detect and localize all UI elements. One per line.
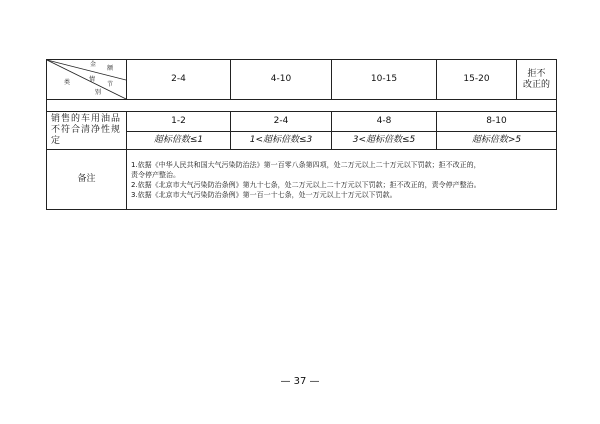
condition-cell: 1<超标倍数≤3 xyxy=(231,132,332,150)
note-line-3: 2.依据《北京市大气污染防治条例》第九十七条，处二万元以上二十万元以下罚款；拒不改正的，责令停产整治。 xyxy=(131,180,481,189)
violation-label-line-3: 定 xyxy=(51,136,62,146)
table-header-row xyxy=(47,60,557,100)
notes-content xyxy=(127,150,557,210)
condition-cell: 3<超标倍数≤5 xyxy=(332,132,437,150)
refuse-line-1: 拒不 xyxy=(527,68,546,79)
amount-cell: 2-4 xyxy=(231,112,332,132)
notes-row xyxy=(47,150,557,210)
amount-range-header: 4-10 xyxy=(231,60,332,100)
note-line-4: 3.依据《北京市大气污染防治条例》第一百一十七条，处一万元以上十万元以下罚款。 xyxy=(131,190,397,199)
diagonal-lines xyxy=(47,60,126,99)
note-line-1: 1.依据《中华人民共和国大气污染防治法》第一百零八条第四项，处二万元以上二十万元以下罚款；拒不改正的， xyxy=(131,160,481,169)
corner-top-char-2: 额 xyxy=(107,65,114,72)
corner-top-char-1: 金 xyxy=(90,61,97,68)
amount-cell: 4-8 xyxy=(332,112,437,132)
amount-range-header: 2-4 xyxy=(127,60,231,100)
diagonal-header-cell xyxy=(47,60,127,100)
penalty-table xyxy=(46,59,557,210)
amount-cell: 8-10 xyxy=(437,112,557,132)
note-line-2: 责令停产整治。 xyxy=(131,170,180,179)
corner-mid-char-2: 节 xyxy=(107,81,114,88)
amount-range-header: 15-20 xyxy=(437,60,517,100)
violation-amount-row xyxy=(47,112,557,132)
refuse-line-2: 改正的 xyxy=(522,79,550,90)
violation-label xyxy=(47,112,127,150)
page-number: — 37 — xyxy=(280,376,320,387)
refuse-correction-header xyxy=(517,60,557,100)
corner-bottom-char-2: 别 xyxy=(95,89,102,96)
condition-cell: 超标倍数≤1 xyxy=(127,132,231,150)
condition-cell: 超标倍数>5 xyxy=(437,132,557,150)
empty-cell xyxy=(47,100,557,112)
amount-range-header: 10-15 xyxy=(332,60,437,100)
notes-label: 备注 xyxy=(47,150,127,210)
amount-cell: 1-2 xyxy=(127,112,231,132)
spacer-row xyxy=(47,100,557,112)
violation-label-line-2: 不符合清净性规 xyxy=(51,125,122,135)
corner-mid-char-1: 情 xyxy=(89,76,96,83)
violation-label-line-1: 销售的车用油品 xyxy=(51,114,122,124)
corner-bottom-char-1: 类 xyxy=(64,79,71,86)
